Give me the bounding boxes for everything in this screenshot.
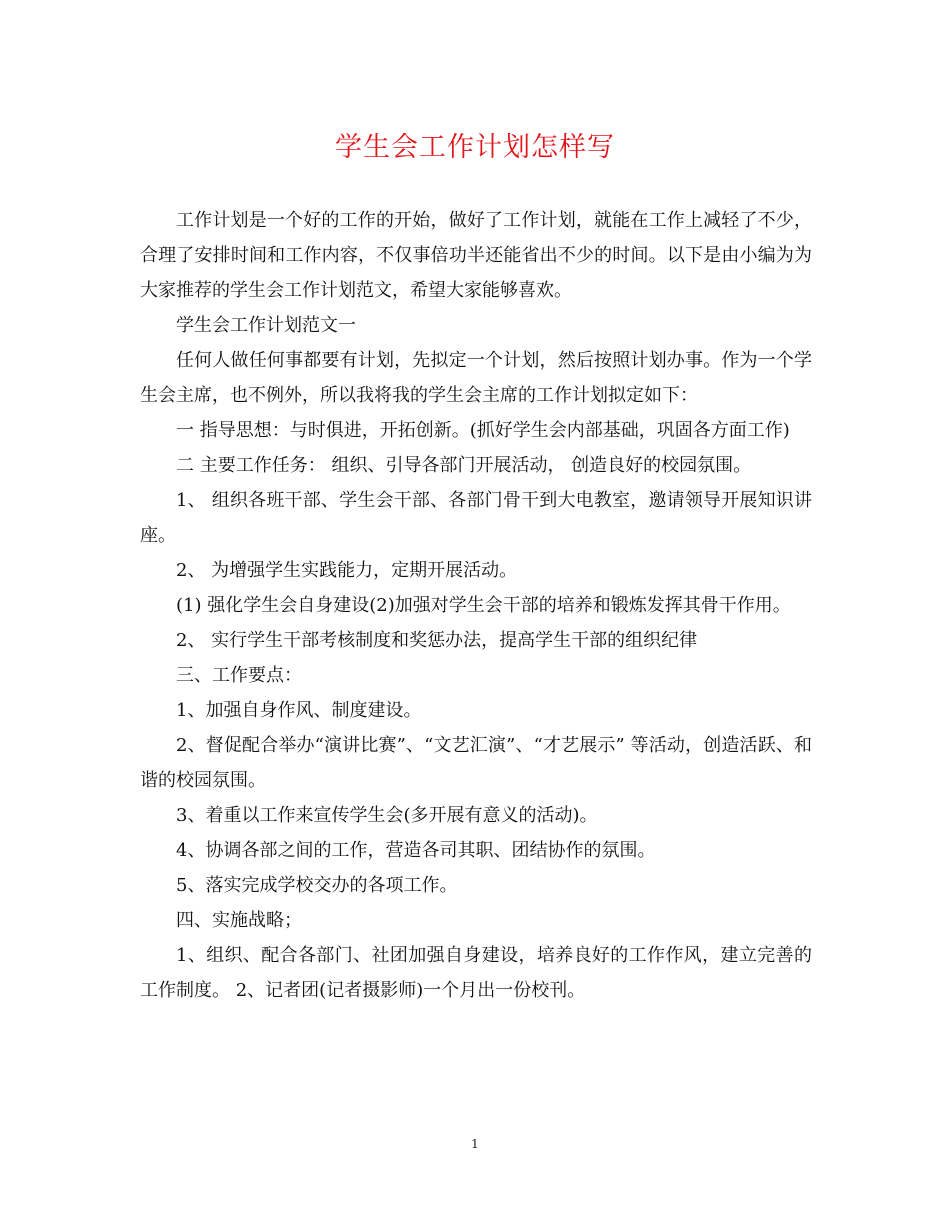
paragraph-task-1: 1、 组织各班干部、学生会干部、各部门骨干到大电教室，邀请领导开展知识讲座。 xyxy=(140,490,812,546)
paragraph-task-2b: 2、 实行学生干部考核制度和奖惩办法，提高学生干部的组织纪律 xyxy=(176,630,698,651)
paragraph-key-points-heading: 三、工作要点： xyxy=(176,665,302,686)
paragraph-strategy-heading: 四、实施战略； xyxy=(176,910,302,931)
paragraph-key-point-3: 3、着重以工作来宣传学生会(多开展有意义的活动)。 xyxy=(176,805,598,826)
paragraph-key-point-1: 1、加强自身作风、制度建设。 xyxy=(176,700,422,721)
paragraph-key-point-4: 4、协调各部之间的工作，营造各司其职、团结协作的氛围。 xyxy=(176,840,656,861)
paragraph-intro: 工作计划是一个好的工作的开始，做好了工作计划，就能在工作上减轻了不少，合理了安排时间和工作内容，不仅事倍功半还能省出不少的时间。以下是由小编为为大家推荐的学生会工作计划范文，希望大家能够喜欢。 xyxy=(140,210,812,301)
paragraph-strategy-1: 1、组织、配合各部门、社团加强自身建设，培养良好的工作作风，建立完善的工作制度。 2、记者团(记者摄影师)一个月出一份校刊。 xyxy=(140,945,812,1001)
document-title: 学生会工作计划怎样写 xyxy=(335,132,615,163)
paragraph-plan-intro: 任何人做任何事都要有计划，先拟定一个计划，然后按照计划办事。作为一个学生会主席，也不例外，所以我将我的学生会主席的工作计划拟定如下： xyxy=(140,350,812,406)
paragraph-task-2-detail: (1) 强化学生会自身建设(2)加强对学生会干部的培养和锻炼发挥其骨干作用。 xyxy=(176,595,791,616)
page-number: 1 xyxy=(471,1137,479,1151)
paragraph-guiding-thought: 一 指导思想：与时俱进，开拓创新。(抓好学生会内部基础，巩固各方面工作) xyxy=(176,420,790,441)
document-body xyxy=(140,203,812,1008)
paragraph-key-point-5: 5、落实完成学校交办的各项工作。 xyxy=(176,875,458,896)
paragraph-key-point-2: 2、督促配合举办“演讲比赛”、“文艺汇演”、“才艺展示” 等活动，创造活跃、和谐的校园氛围。 xyxy=(140,735,812,791)
paragraph-task-2: 2、 为增强学生实践能力，定期开展活动。 xyxy=(176,560,518,581)
paragraph-main-tasks: 二 主要工作任务： 组织、引导各部门开展活动， 创造良好的校园氛围。 xyxy=(176,455,752,476)
paragraph-sample-heading: 学生会工作计划范文一 xyxy=(176,315,356,336)
